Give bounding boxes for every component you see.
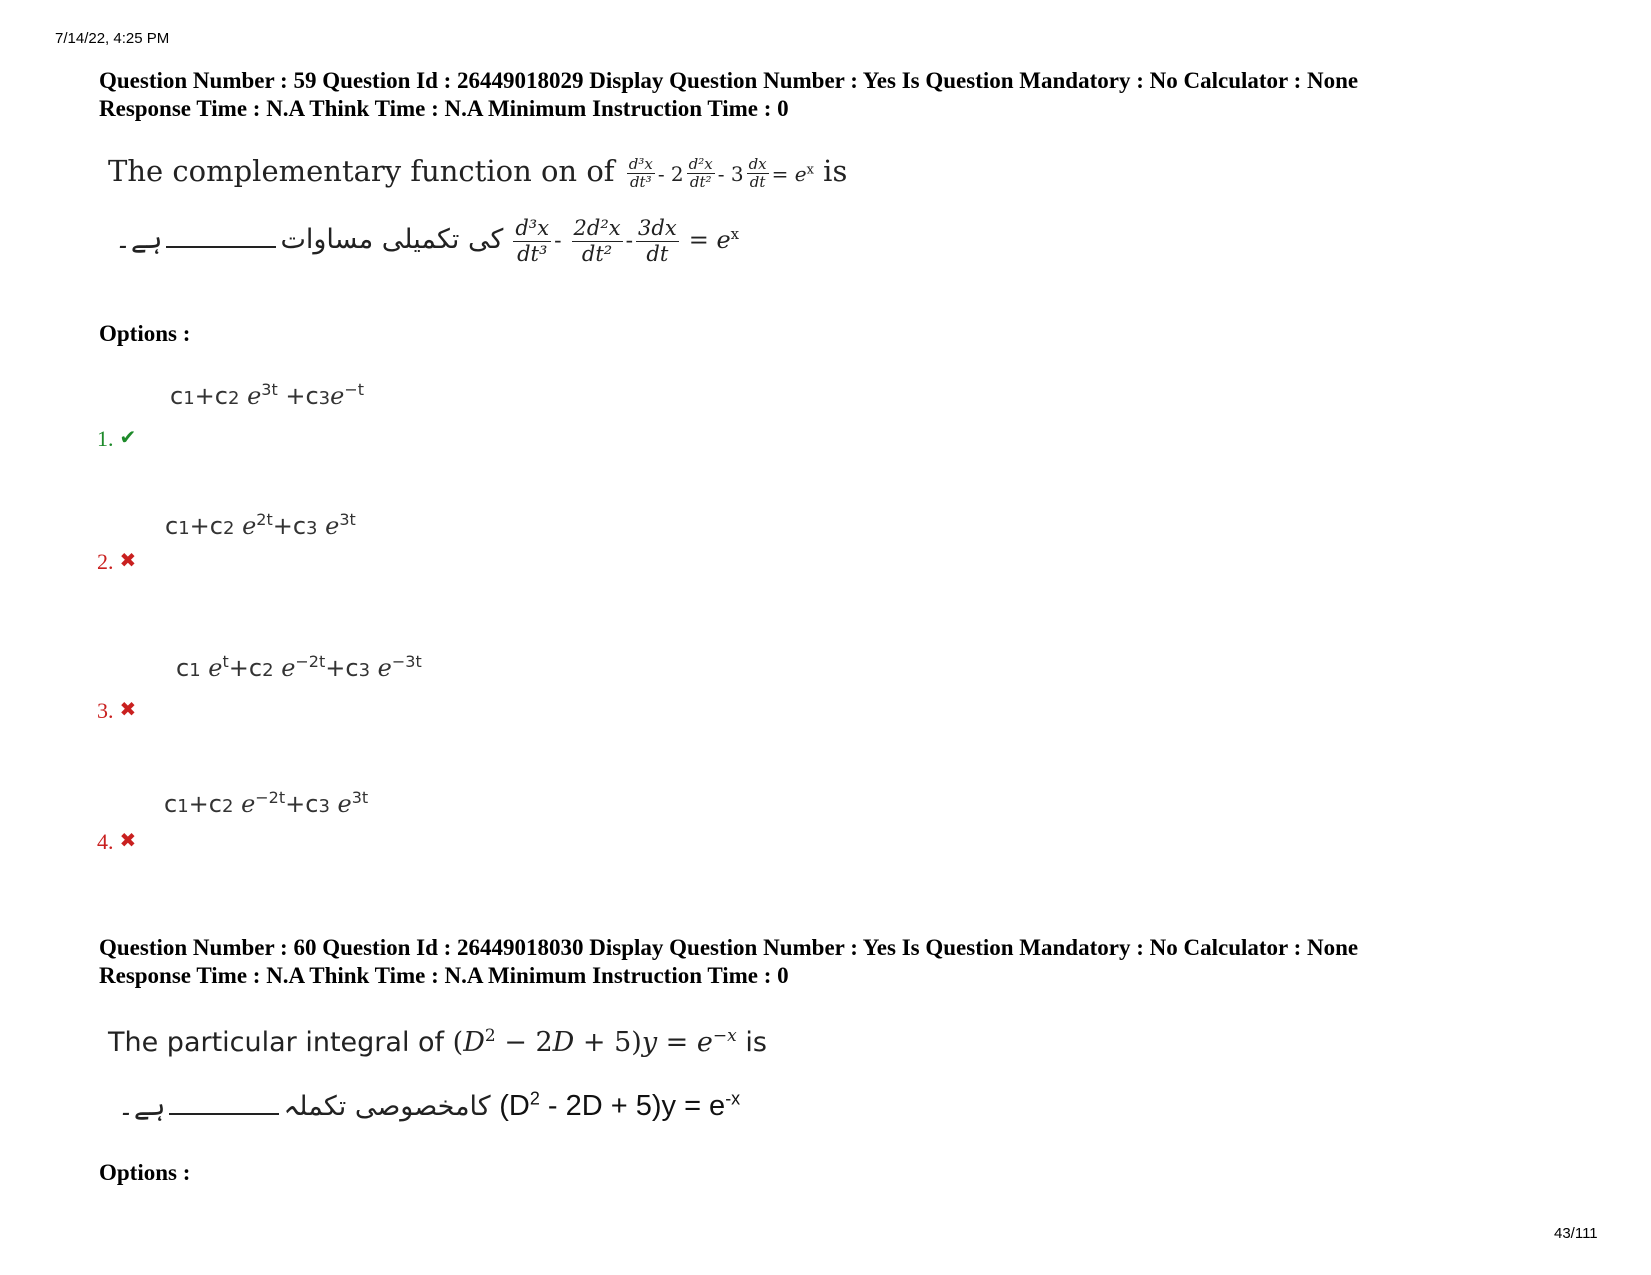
- urdu-fraction-d3x-dt3: $\frac{\text{d³x}}{\text{dt³}}$: [515, 216, 550, 266]
- check-icon: ✔: [119, 427, 137, 449]
- option-1-expression: c1+c2 $e^{3t} +c3e^{-t}$: [170, 380, 364, 410]
- prompt-english-suffix: is: [745, 1027, 767, 1058]
- question-60-prompt-english: The particular integral of $(D^2 - 2D + 5)y = e^{-x}$ is: [108, 1026, 767, 1058]
- question-60-header: [99, 934, 1579, 990]
- urdu-fraction-2d2x-dt2: $\frac{\text{2d²x}}{\text{dt²}}$: [573, 216, 621, 266]
- answer-blank: [166, 246, 276, 248]
- option-number: 2.: [97, 549, 114, 574]
- options-label: Options :: [99, 321, 191, 346]
- option-2: [97, 548, 136, 575]
- option-3: [97, 697, 136, 724]
- cross-icon: ✖: [119, 699, 137, 721]
- urdu-ending: ہے۔: [115, 223, 163, 255]
- options-label: Options :: [99, 1160, 191, 1185]
- option-number: 4.: [97, 829, 114, 854]
- option-number: 3.: [97, 698, 114, 723]
- option-3-expression: c1 $e^t+c2$ $e^{-2t}+c3$ $e^{-3t}$: [176, 652, 422, 682]
- fraction-d2x-dt2: $\frac{\text{d²x}}{\text{dt²}}$: [688, 154, 713, 191]
- question-60-prompt-urdu: ہے۔ کامخصوصی تکملہ $(D^2 - 2D + 5)y = e^{-x}$: [118, 1088, 741, 1122]
- fraction-dx-dt: $\frac{dx}{dt}$: [748, 154, 767, 191]
- urdu-prompt-text: کامخصوصی تکملہ: [283, 1090, 491, 1122]
- question-meta-line-2: Response Time : N.A Think Time : N.A Minimum Instruction Time : 0: [99, 963, 789, 988]
- option-4-expression: c1+c2 $e^{-2t}+c3$ $e^{3t}$: [164, 788, 369, 818]
- question-59-prompt-english: The complementary function on of $\frac{\text{d³x}}{\text{dt³}}$ - 2 $\frac{\text{d²x}}{\text{dt²}}$ - 3 $\frac{dx}{dt}$ = $e^x$ is: [108, 154, 848, 191]
- option-number: 1.: [97, 426, 114, 451]
- urdu-ending: ہے۔: [118, 1090, 166, 1122]
- prompt-english-text: The complementary function on of: [108, 154, 615, 188]
- prompt-english-suffix: is: [823, 154, 848, 188]
- prompt-english-text: The particular integral of: [108, 1027, 445, 1058]
- option-2-expression: c1+c2 $e^{2t}+c3$ $e^{3t}$: [165, 510, 356, 540]
- option-4: [97, 828, 136, 855]
- print-timestamp: 7/14/22, 4:25 PM: [55, 30, 170, 47]
- question-59-prompt-urdu: ہے۔ کی تکمیلی مساوات $\frac{\text{d³x}}{\text{dt³}}$ - $\frac{\text{2d²x}}{\text{dt²}}$ - $\frac{3dx}{dt}$ = $e^x$: [115, 216, 740, 266]
- question-meta-line-1: Question Number : 60 Question Id : 26449018030 Display Question Number : Yes Is Question Mandatory : No Calculator : None: [99, 935, 1359, 960]
- answer-blank: [169, 1113, 279, 1115]
- question-meta-line-2: Response Time : N.A Think Time : N.A Minimum Instruction Time : 0: [99, 96, 789, 121]
- cross-icon: ✖: [119, 830, 137, 852]
- urdu-prompt-text: کی تکمیلی مساوات: [280, 223, 504, 255]
- page-number: 43/111: [1554, 1225, 1598, 1242]
- option-1: [97, 425, 136, 452]
- question-meta-line-1: Question Number : 59 Question Id : 26449018029 Display Question Number : Yes Is Question Mandatory : No Calculator : None: [99, 68, 1359, 93]
- cross-icon: ✖: [119, 550, 137, 572]
- urdu-fraction-3dx-dt: $\frac{3dx}{dt}$: [638, 216, 677, 266]
- question-59-header: [99, 67, 1579, 123]
- fraction-d3x-dt3: $\frac{\text{d³x}}{\text{dt³}}$: [628, 154, 653, 191]
